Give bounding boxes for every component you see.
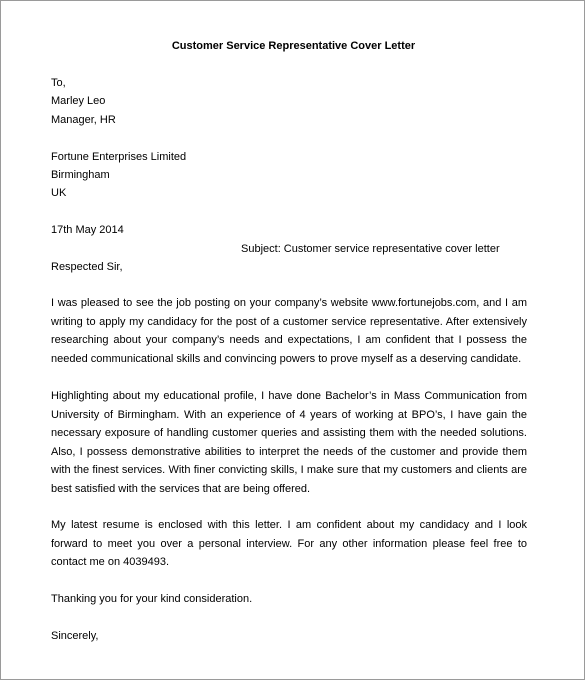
salutation: Respected Sir,: [51, 261, 123, 273]
recipient-to: To,: [51, 77, 66, 89]
company-city: Birmingham: [51, 169, 110, 181]
recipient-name: Marley Leo: [51, 95, 106, 107]
thanks-line: Thanking you for your kind consideration.: [51, 593, 253, 605]
letter-title: Customer Service Representative Cover Letter: [171, 40, 416, 52]
recipient-role: Manager, HR: [51, 114, 116, 126]
company-country: UK: [51, 187, 67, 199]
closing-line: Sincerely,: [51, 630, 99, 642]
letter-date: 17th May 2014: [51, 224, 124, 236]
company-name: Fortune Enterprises Limited: [51, 151, 187, 163]
body-paragraph-2: Highlighting about my educational profile, I have done Bachelor’s in Mass Communication from University of Birmingham. With an experience of 4 years of working at BPO’s, I have gain the necessary exposure of handling customer queries and assisting them with the needed solutions. Also, I possess demonstrative abilities to interpret the needs of the customer and provide them with the finest services. With finer convicting skills, I make sure that my customers and clients are best satisfied with the services that are being offered.: [51, 390, 527, 495]
body-paragraph-1: I was pleased to see the job posting on your company’s website www.fortunejobs.com, and I am writing to apply my candidacy for the post of a customer service representative. After extensively researching about your company’s needs and expectations, I am confident that I possess the needed communicational skills and convincing powers to prove myself as a deserving candidate.: [51, 297, 527, 365]
body-paragraph-3: My latest resume is enclosed with this letter. I am confident about my candidacy and I look forward to meet you over a personal interview. For any other information please feel free to contact me on 4039493.: [51, 519, 527, 568]
letter-subject: Subject: Customer service representative cover letter: [241, 243, 500, 255]
